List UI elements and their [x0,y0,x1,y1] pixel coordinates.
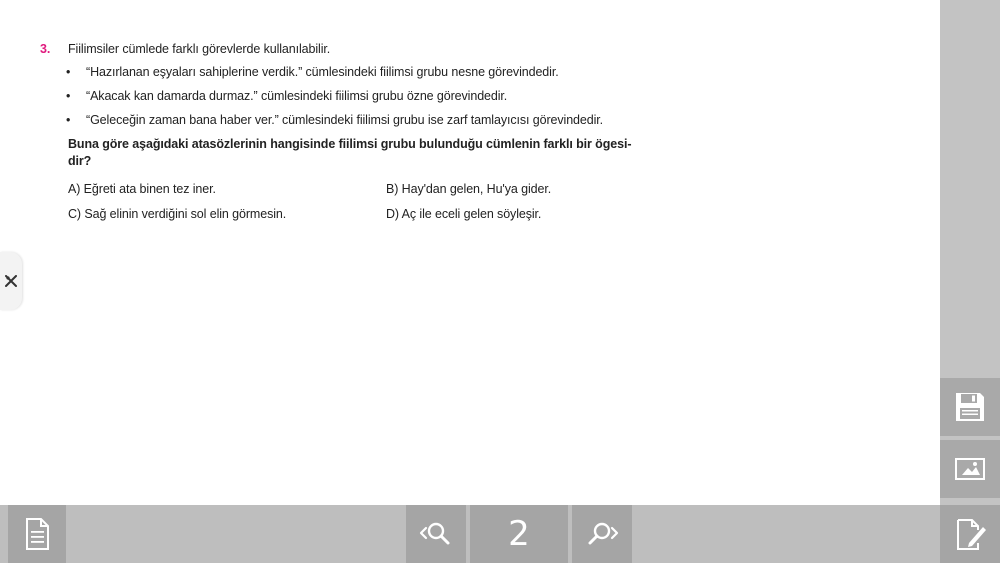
right-sidebar [940,0,1000,505]
zoom-next-icon [583,515,621,553]
page-number-display [470,505,568,563]
question-prompt-line: dir? [68,154,92,168]
question-number: 3. [40,42,51,56]
edit-document-icon [951,515,989,553]
floppy-disk-icon [952,389,988,425]
zoom-previous-icon [417,515,455,553]
document-button[interactable] [8,505,66,563]
question-prompt [68,136,698,170]
bullet-item: • “Akacak kan damarda durmaz.” cümlesindeki fiilimsi grubu özne görevindedir. [66,88,720,104]
question-block [40,41,720,222]
question-intro: Fiilimsiler cümlede farklı görevlerde kullanılabilir. [68,42,331,56]
bottom-toolbar [0,505,1000,563]
option-a[interactable]: A) Eğreti ata binen tez iner. [68,182,216,196]
bullet-list [66,64,720,128]
tools-icon [5,275,17,287]
option-b[interactable]: B) Hay'dan gelen, Hu'ya gider. [386,182,552,196]
page-number: 2 [508,514,530,554]
option-d[interactable]: D) Aç ile eceli gelen söyleşir. [386,207,542,221]
answer-options [68,181,720,222]
edit-button[interactable] [940,505,1000,563]
question-header [40,41,720,57]
save-button[interactable] [940,378,1000,436]
bullet-item: • “Hazırlanan eşyaları sahiplerine verdik.” cümlesindeki fiilimsi grubu nesne görevindedir. [66,64,720,80]
bullet-item: • “Geleceğin zaman bana haber ver.” cümlesindeki fiilimsi grubu ise zarf tamlayıcısı görevindedir. [66,112,720,128]
question-prompt-line: Buna göre aşağıdaki atasözlerinin hangisinde fiilimsi grubu bulunduğu cümlenin farklı bir ögesi- [68,137,632,151]
tools-handle-button[interactable] [0,252,22,310]
document-icon [18,515,56,553]
image-icon [952,451,988,487]
option-c[interactable]: C) Sağ elinin verdiğini sol elin görmesin. [68,207,287,221]
image-button[interactable] [940,440,1000,498]
zoom-previous-button[interactable] [406,505,466,563]
zoom-next-button[interactable] [572,505,632,563]
